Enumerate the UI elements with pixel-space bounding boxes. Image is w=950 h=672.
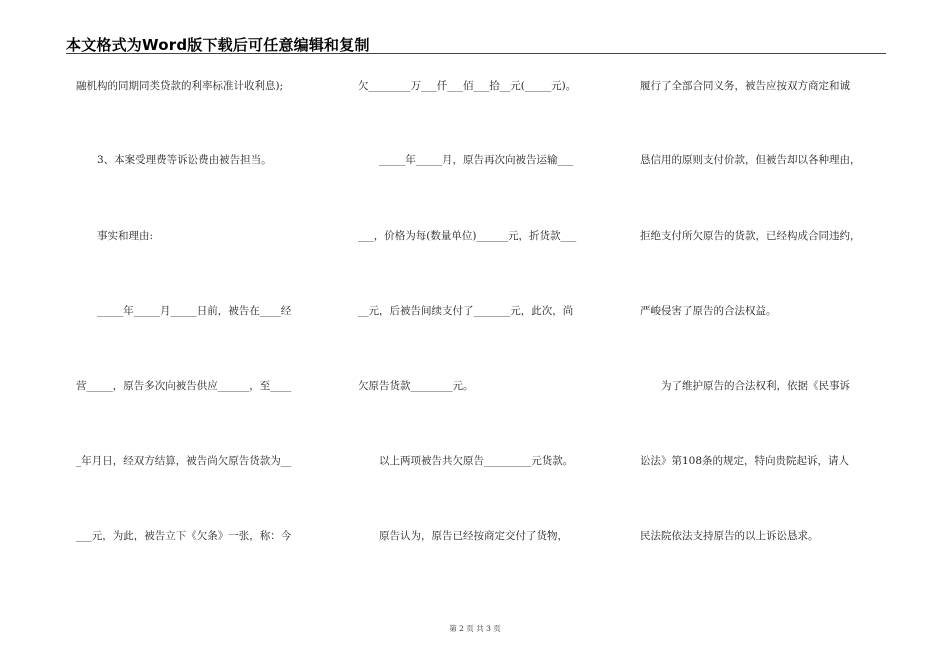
page-number-footer: 第 2 页 共 3 页 xyxy=(449,624,501,633)
paragraph-line: _____年_____月_____日前，被告在____经 xyxy=(76,305,292,317)
paragraph-line: ___元，为此，被告立下《欠条》一张，称：今 xyxy=(76,530,292,542)
paragraph-line: __元，后被告间续支付了_______元，此次，尚 xyxy=(358,305,574,317)
text-column-left xyxy=(76,0,326,672)
paragraph-line: 融机构的同期同类贷款的利率标准计收利息); xyxy=(76,80,284,92)
paragraph-line: 民法院依法支持原告的以上诉讼恳求。 xyxy=(640,530,819,542)
paragraph-line: 履行了全部合同义务，被告应按双方商定和诚 xyxy=(640,80,850,92)
paragraph-line: 以上两项被告共欠原告_________元货款。 xyxy=(358,455,574,467)
paragraph-line: _年月日，经双方结算，被告尚欠原告货款为__ xyxy=(76,455,292,467)
text-column-right xyxy=(640,0,890,672)
paragraph-line: 营_____，原告多次向被告供应______，至____ xyxy=(76,380,292,392)
paragraph-line: 欠________万___仟___佰___拾__元(_____元)。 xyxy=(358,80,577,92)
paragraph-line: ___，价格为每(数量单位)______元，折货款___ xyxy=(358,230,577,242)
paragraph-line: _____年_____月，原告再次向被告运输___ xyxy=(358,154,574,166)
paragraph-line: 原告认为，原告已经按商定交付了货物， xyxy=(358,530,568,542)
paragraph-line: 3、本案受理费等诉讼费由被告担当。 xyxy=(76,154,272,166)
document-header-title: 本文格式为Word版下载后可任意编辑和复制 xyxy=(66,36,370,54)
paragraph-line: 事实和理由: xyxy=(76,230,154,242)
paragraph-line: 严峻侵害了原告的合法权益。 xyxy=(640,305,777,317)
paragraph-line: 为了维护原告的合法权利，依据《民事诉 xyxy=(640,380,850,392)
paragraph-line: 恳信用的原则支付价款，但被告却以各种理由， xyxy=(640,154,861,166)
paragraph-line: 拒绝支付所欠原告的货款，已经构成合同违约， xyxy=(640,230,861,242)
paragraph-line: 欠原告货款________元。 xyxy=(358,380,474,392)
paragraph-line: 讼法》第108条的规定，特向贵院起诉，请人 xyxy=(640,455,850,467)
text-column-middle xyxy=(358,0,608,672)
